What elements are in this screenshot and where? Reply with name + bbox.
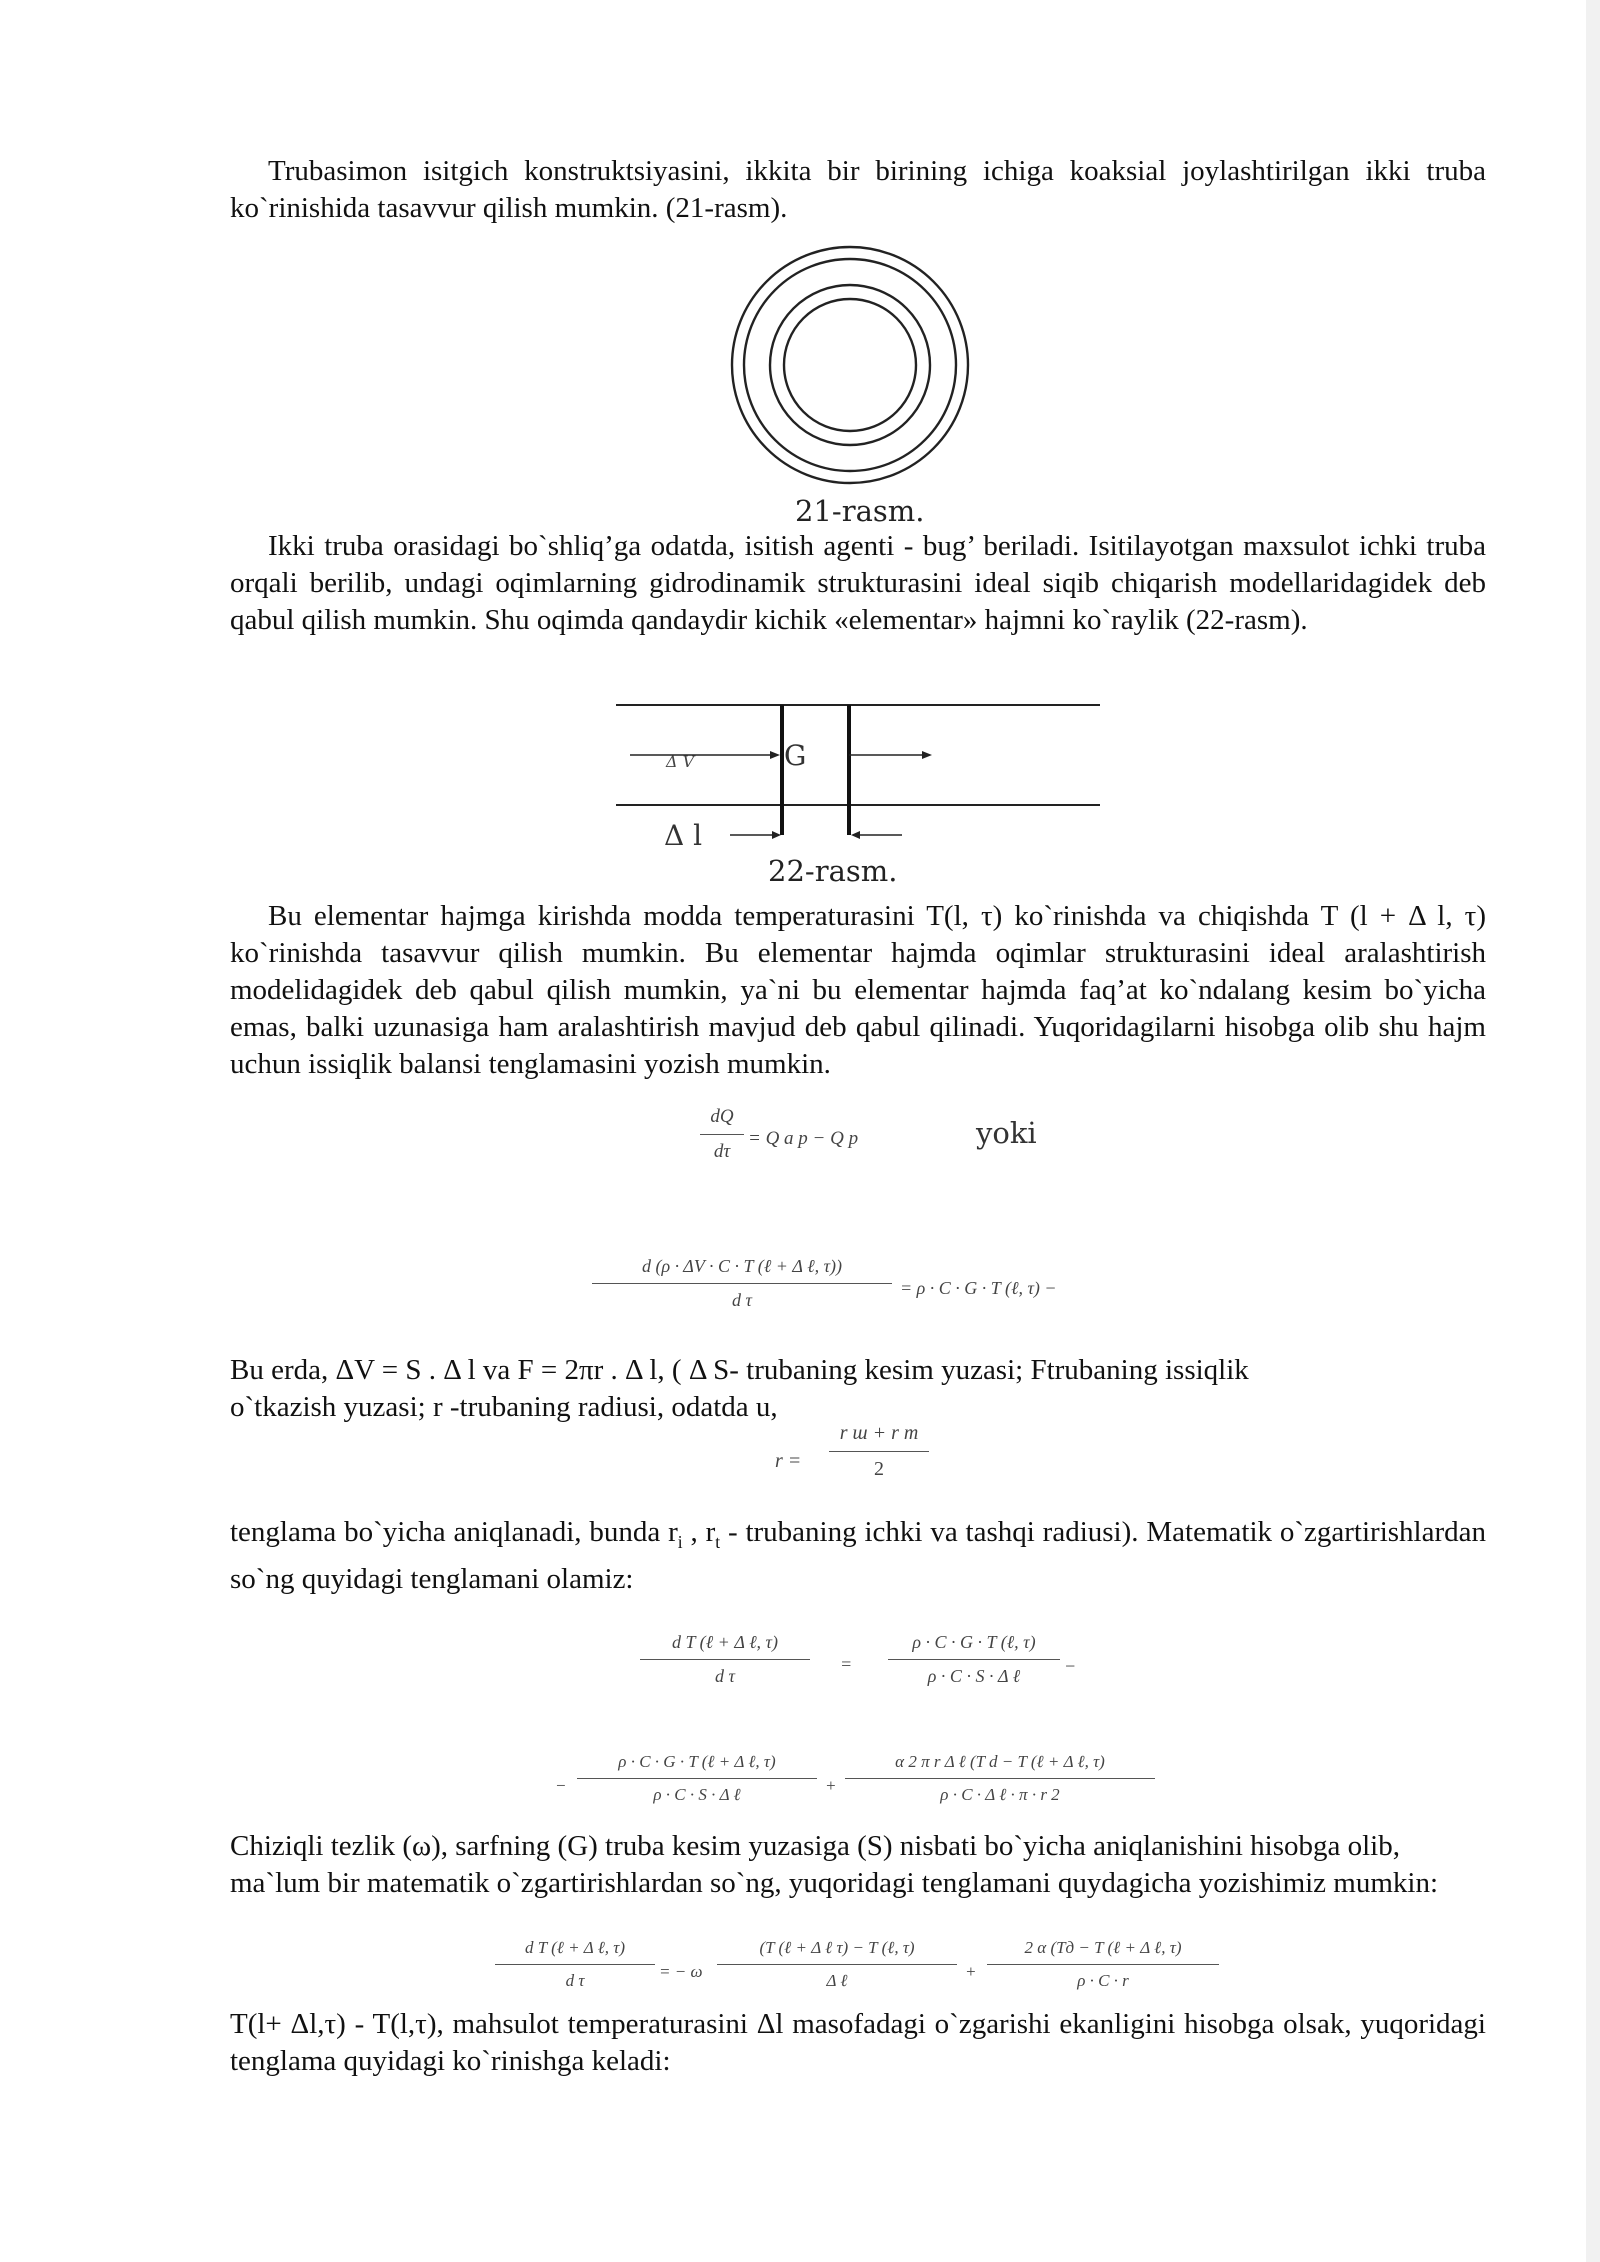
paragraph-heat-balance: Bu elementar hajmga kirishda modda temperaturasini T(l, τ) ko`rinishda va chiqishda T (l + Δ l, τ) ko`rinishda tasavvur qilish mumkin. Bu elementar hajmda oqimlar strukturasini ideal aralashtirish modelidagidek deb qabul qilish mumkin, ya`ni bu elementar hajmda faq’at ko`ndalang kesim bo`yicha emas, balki uzunasiga ham aralashtirish mavjud deb qabul qilinadi. Yuqoridagilarni hisobga olib shu hajm uchun issiqlik balansi tenglamasini yozish mumkin.	[230, 900, 1486, 1080]
delta-l-label: Δ l	[664, 819, 703, 852]
eq6-lhs-numerator: d T (ℓ + Δ ℓ, τ)	[524, 1938, 626, 1957]
p5-subscript-i: i	[677, 1531, 683, 1552]
eq4-rhs-fraction	[888, 1632, 1060, 1687]
outer-pipe-outer-wall	[732, 247, 968, 483]
eq4-trailing-minus: −	[1064, 1656, 1077, 1676]
paragraph-linear-velocity: Chiziqli tezlik (ω), sarfning (G) truba kesim yuzasiga (S) nisbati bo`yicha aniqlanishini hisobga olib, ma`lum bir matematik o`zgartirishlardan so`ng, yuqoridagi tenglamani quydagicha yozishimiz mumkin:	[230, 1830, 1439, 1899]
figure-21-concentric-pipes	[720, 245, 990, 530]
eq6-second-denominator: ρ · C · r	[1077, 1971, 1129, 1990]
eq2-rhs: = ρ · C · G · T (ℓ, τ) −	[900, 1278, 1057, 1298]
yoki-word: yoki	[976, 1116, 1037, 1150]
eq2-numerator: d (ρ · ΔV · C · T (ℓ + Δ ℓ, τ))	[641, 1256, 843, 1276]
eq3-fraction-bar	[829, 1451, 929, 1452]
eq6-first-bar	[717, 1964, 957, 1965]
p5-text-a: tenglama bo`yicha aniqlanadi, bunda r	[230, 1516, 678, 1548]
eq6-second-fraction	[987, 1938, 1219, 1991]
eq6-first-denominator: Δ ℓ	[826, 1971, 848, 1990]
figure-22-caption: 22-rasm.	[768, 854, 898, 888]
eq6-first-numerator: (T (ℓ + Δ ℓ τ) − T (ℓ, τ)	[759, 1938, 915, 1957]
eq1-fraction-bar	[700, 1134, 744, 1135]
eq6-lhs-fraction	[495, 1938, 655, 1991]
eq6-equals-minus-omega: = − ω	[659, 1962, 703, 1981]
eq2-fraction	[592, 1256, 892, 1311]
eq3-fraction	[829, 1422, 929, 1481]
eq3-numerator: r ш + r т	[839, 1422, 919, 1444]
inner-pipe-outer-wall	[770, 285, 930, 445]
eq4-lhs-bar	[640, 1659, 810, 1660]
inflow-arrowhead	[770, 751, 780, 759]
inner-pipe-inner-wall	[784, 299, 916, 431]
eq4-lhs-denominator: d τ	[715, 1666, 735, 1686]
eq4-rhs-denominator: ρ · C · S · Δ ℓ	[927, 1666, 1021, 1686]
delta-l-arrowhead-right	[851, 831, 860, 839]
eq5-second-denominator: ρ · C · Δ ℓ · π · r 2	[940, 1785, 1060, 1804]
p5-text-c: - trubaning ichki va tashqi radiusi). Matematik o`zgartirishlardan so`ng quyidagi tenglamani olamiz:	[230, 1516, 1487, 1595]
figure-21-caption: 21-rasm.	[795, 494, 925, 528]
eq5-second-fraction	[845, 1752, 1155, 1805]
page-edge-shadow	[1586, 0, 1600, 2262]
eq3-lhs: r =	[775, 1450, 802, 1472]
eq1-rhs: = Q a p − Q p	[748, 1128, 859, 1149]
paragraph-heating-agent: Ikki truba orasidagi bo`shliq’ga odatda, isitish agenti - bug’ beriladi. Isitilayotgan maxsulot ichki truba orqali berilib, undagi oqimlarning gidrodinamik strukturasini ideal siqib chiqarish modellaridagidek deb qabul qilish mumkin. Shu oqimda qandaydir kichik «elementar» hajmni ko`raylik (22-rasm).	[230, 530, 1486, 636]
eq5-leading-minus: −	[555, 1776, 567, 1795]
p5-subscript-t: t	[715, 1531, 721, 1552]
eq4-rhs-numerator: ρ · C · G · T (ℓ, τ)	[912, 1632, 1036, 1652]
eq6-plus: +	[965, 1962, 977, 1981]
eq4-lhs-fraction	[640, 1632, 810, 1687]
outflow-arrowhead	[922, 751, 932, 759]
eq5-first-numerator: ρ · C · G · T (ℓ + Δ ℓ, τ)	[618, 1752, 776, 1771]
eq6-second-numerator: 2 α (Tд − T (ℓ + Δ ℓ, τ)	[1024, 1938, 1182, 1957]
eq5-first-denominator: ρ · C · S · Δ ℓ	[653, 1785, 741, 1804]
paragraph-notation-line-2: o`tkazish yuzasi; r -trubaning radiusi, odatda u,	[230, 1391, 778, 1423]
eq5-second-numerator: α 2 π r Δ ℓ (T d − T (ℓ + Δ ℓ, τ)	[895, 1752, 1105, 1771]
delta-v-label: Δ V	[666, 752, 695, 771]
eq4-lhs-numerator: d T (ℓ + Δ ℓ, τ)	[672, 1632, 778, 1652]
eq6-lhs-bar	[495, 1964, 655, 1965]
eq6-lhs-denominator: d τ	[565, 1971, 585, 1990]
paragraph-temperature-change: T(l+ Δl,τ) - T(l,τ), mahsulot temperaturasini Δl masofadagi o`zgarishi ekanligini hisobga olsak, yuqoridagi tenglama quyidagi ko`rinishga keladi:	[230, 2008, 1486, 2077]
eq2-fraction-bar	[592, 1283, 892, 1284]
eq1-fraction	[700, 1106, 744, 1163]
paragraph-radius-definition	[230, 1514, 1486, 1598]
paragraph-notation-line-1: Bu erda, ΔV = S . Δ l va F = 2πr . Δ l, ( Δ S- trubaning kesim yuzasi; Ftrubaning issiqlik	[230, 1354, 1249, 1386]
eq3-denominator: 2	[874, 1458, 884, 1480]
eq5-second-bar	[845, 1778, 1155, 1779]
eq4-rhs-bar	[888, 1659, 1060, 1660]
eq2-denominator: d τ	[732, 1290, 752, 1310]
eq4-equals: =	[840, 1654, 853, 1674]
eq1-numerator: dQ	[710, 1106, 734, 1127]
eq5-first-fraction	[577, 1752, 817, 1805]
eq5-first-bar	[577, 1778, 817, 1779]
paragraph-intro: Trubasimon isitgich konstruktsiyasini, ikkita bir birining ichiga koaksial joylashtirilgan ikki truba ko`rinishida tasavvur qilish mumkin. (21-rasm).	[230, 155, 1486, 224]
eq5-plus: +	[825, 1776, 837, 1795]
flow-g-label: G	[784, 739, 807, 772]
outer-pipe-inner-wall	[744, 259, 956, 471]
eq1-denominator: dτ	[713, 1141, 731, 1162]
p5-text-b: , r	[682, 1516, 716, 1548]
eq6-second-bar	[987, 1964, 1219, 1965]
eq6-first-fraction	[717, 1938, 957, 1991]
figure-22-elementary-volume	[610, 695, 1110, 890]
delta-l-arrowhead-left	[772, 831, 781, 839]
